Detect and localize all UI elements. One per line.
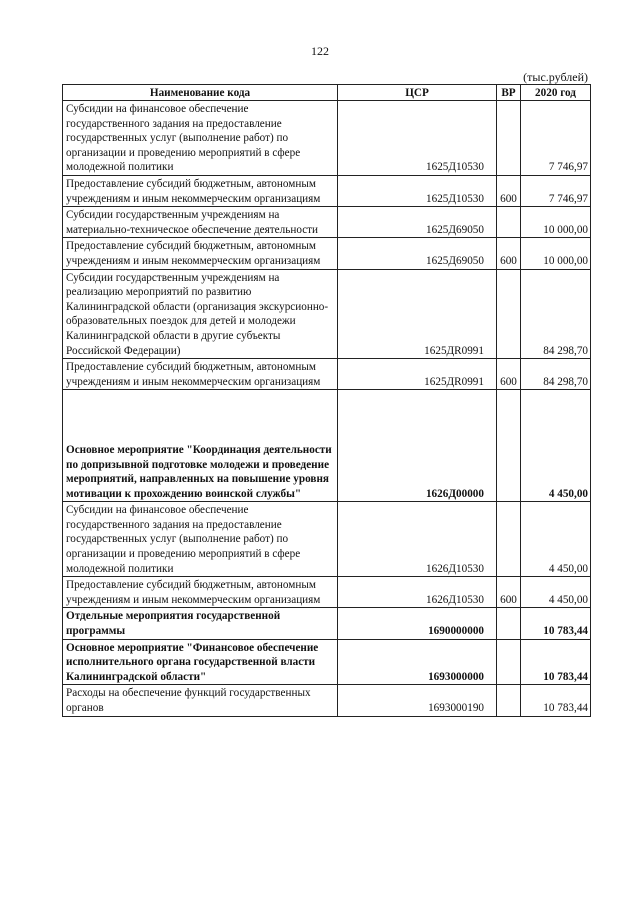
row-name: Предоставление субсидий бюджетным, автономным учреждениям и иным некоммерческим организациям bbox=[63, 577, 338, 608]
row-amount: 10 000,00 bbox=[521, 238, 591, 269]
row-amount: 10 000,00 bbox=[521, 207, 591, 238]
row-csr: 1625Д69050 bbox=[338, 238, 497, 269]
row-amount: 7 746,97 bbox=[521, 101, 591, 176]
row-name: Предоставление субсидий бюджетным, автономным учреждениям и иным некоммерческим организациям bbox=[63, 175, 338, 206]
row-vr bbox=[497, 269, 521, 359]
table-row bbox=[63, 359, 591, 390]
row-vr bbox=[497, 207, 521, 238]
row-amount: 10 783,44 bbox=[521, 639, 591, 685]
table-row bbox=[63, 608, 591, 639]
row-vr: 600 bbox=[497, 359, 521, 390]
table-row bbox=[63, 238, 591, 269]
row-name: Предоставление субсидий бюджетным, автономным учреждениям и иным некоммерческим организациям bbox=[63, 238, 338, 269]
table-header-row bbox=[63, 85, 591, 101]
header-csr: ЦСР bbox=[338, 85, 497, 101]
row-name: Субсидии государственным учреждениям на реализацию мероприятий по развитию Калининградской области (организация экскурсионно-образовательных поездок для детей и молодежи Калининградской области в другие субъекты Российской Федерации) bbox=[63, 269, 338, 359]
table-row bbox=[63, 639, 591, 685]
row-amount: 4 450,00 bbox=[521, 502, 591, 577]
row-amount: 10 783,44 bbox=[521, 685, 591, 716]
table-row bbox=[63, 685, 591, 716]
row-name: Основное мероприятие "Координация деятельности по допризывной подготовке молодежи и проведение мероприятий, направленных на повышение уровня мотивации к прохождению воинской службы" bbox=[63, 390, 338, 502]
row-name: Предоставление субсидий бюджетным, автономным учреждениям и иным некоммерческим организациям bbox=[63, 359, 338, 390]
row-name: Основное мероприятие "Финансовое обеспечение исполнительного органа государственной власти Калининградской области" bbox=[63, 639, 338, 685]
row-vr bbox=[497, 685, 521, 716]
row-name: Субсидии на финансовое обеспечение государственного задания на предоставление государственных услуг (выполнение работ) по организации и проведению мероприятий в сфере молодежной политики bbox=[63, 502, 338, 577]
row-amount: 10 783,44 bbox=[521, 608, 591, 639]
row-vr bbox=[497, 639, 521, 685]
table-row bbox=[63, 577, 591, 608]
row-csr: 1626Д00000 bbox=[338, 390, 497, 502]
row-vr bbox=[497, 390, 521, 502]
row-csr: 1690000000 bbox=[338, 608, 497, 639]
table-row bbox=[63, 175, 591, 206]
row-vr bbox=[497, 101, 521, 176]
row-amount: 4 450,00 bbox=[521, 577, 591, 608]
row-name: Расходы на обеспечение функций государственных органов bbox=[63, 685, 338, 716]
row-vr bbox=[497, 608, 521, 639]
header-amount: 2020 год bbox=[521, 85, 591, 101]
row-vr: 600 bbox=[497, 577, 521, 608]
table-row bbox=[63, 269, 591, 359]
row-csr: 1693000190 bbox=[338, 685, 497, 716]
budget-table bbox=[62, 84, 591, 717]
row-csr: 1693000000 bbox=[338, 639, 497, 685]
page-number: 122 bbox=[311, 44, 329, 58]
row-vr bbox=[497, 502, 521, 577]
row-name: Отдельные мероприятия государственной программы bbox=[63, 608, 338, 639]
row-csr: 1626Д10530 bbox=[338, 577, 497, 608]
table-row bbox=[63, 502, 591, 577]
row-amount: 4 450,00 bbox=[521, 390, 591, 502]
row-name: Субсидии государственным учреждениям на материально-техническое обеспечение деятельности bbox=[63, 207, 338, 238]
row-csr: 1625Д10530 bbox=[338, 101, 497, 176]
header-name: Наименование кода bbox=[63, 85, 338, 101]
table-row bbox=[63, 101, 591, 176]
units-label: (тыс.рублей) bbox=[523, 70, 588, 84]
row-amount: 84 298,70 bbox=[521, 359, 591, 390]
row-csr: 1625ДR0991 bbox=[338, 269, 497, 359]
row-name: Субсидии на финансовое обеспечение государственного задания на предоставление государственных услуг (выполнение работ) по организации и проведению мероприятий в сфере молодежной политики bbox=[63, 101, 338, 176]
table-row bbox=[63, 207, 591, 238]
row-amount: 7 746,97 bbox=[521, 175, 591, 206]
row-vr: 600 bbox=[497, 238, 521, 269]
table-row bbox=[63, 390, 591, 502]
row-csr: 1625Д69050 bbox=[338, 207, 497, 238]
row-amount: 84 298,70 bbox=[521, 269, 591, 359]
row-csr: 1625ДR0991 bbox=[338, 359, 497, 390]
row-csr: 1626Д10530 bbox=[338, 502, 497, 577]
row-vr: 600 bbox=[497, 175, 521, 206]
row-csr: 1625Д10530 bbox=[338, 175, 497, 206]
header-vr: ВР bbox=[497, 85, 521, 101]
